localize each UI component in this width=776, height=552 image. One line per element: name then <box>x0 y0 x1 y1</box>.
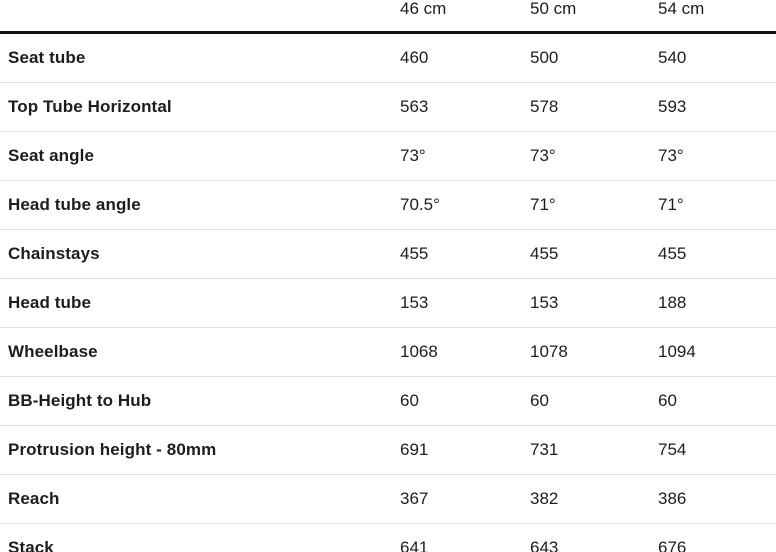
header-size-46cm: 46 cm <box>400 0 530 33</box>
row-value: 153 <box>530 279 658 328</box>
row-value: 73° <box>530 132 658 181</box>
table-row <box>0 230 776 279</box>
table-row <box>0 83 776 132</box>
row-label: Seat angle <box>0 132 400 181</box>
row-label: Head tube angle <box>0 181 400 230</box>
table-row <box>0 328 776 377</box>
row-label: Protrusion height - 80mm <box>0 426 400 475</box>
row-value: 60 <box>400 377 530 426</box>
row-value: 676 <box>658 524 776 552</box>
row-value: 643 <box>530 524 658 552</box>
table-row <box>0 181 776 230</box>
table-row <box>0 524 776 552</box>
row-label: Wheelbase <box>0 328 400 377</box>
row-value: 563 <box>400 83 530 132</box>
row-value: 460 <box>400 33 530 83</box>
row-label: Top Tube Horizontal <box>0 83 400 132</box>
row-label: Stack <box>0 524 400 552</box>
table-row <box>0 279 776 328</box>
row-value: 153 <box>400 279 530 328</box>
table-row <box>0 426 776 475</box>
row-label: Reach <box>0 475 400 524</box>
header-size-50cm: 50 cm <box>530 0 658 33</box>
row-value: 691 <box>400 426 530 475</box>
row-value: 367 <box>400 475 530 524</box>
row-value: 71° <box>530 181 658 230</box>
table-row <box>0 475 776 524</box>
row-value: 1068 <box>400 328 530 377</box>
row-label: BB-Height to Hub <box>0 377 400 426</box>
row-value: 60 <box>658 377 776 426</box>
row-value: 73° <box>658 132 776 181</box>
row-value: 641 <box>400 524 530 552</box>
row-value: 754 <box>658 426 776 475</box>
table-row <box>0 132 776 181</box>
row-value: 500 <box>530 33 658 83</box>
row-value: 455 <box>530 230 658 279</box>
row-value: 455 <box>658 230 776 279</box>
table-row <box>0 377 776 426</box>
row-value: 70.5° <box>400 181 530 230</box>
size-header-row <box>0 0 776 33</box>
row-value: 386 <box>658 475 776 524</box>
row-value: 1078 <box>530 328 658 377</box>
row-value: 188 <box>658 279 776 328</box>
row-value: 593 <box>658 83 776 132</box>
row-value: 382 <box>530 475 658 524</box>
row-label: Seat tube <box>0 33 400 83</box>
header-size-54cm: 54 cm <box>658 0 776 33</box>
row-value: 578 <box>530 83 658 132</box>
table-row <box>0 33 776 83</box>
row-value: 73° <box>400 132 530 181</box>
row-value: 60 <box>530 377 658 426</box>
row-value: 455 <box>400 230 530 279</box>
row-value: 731 <box>530 426 658 475</box>
row-value: 71° <box>658 181 776 230</box>
row-value: 1094 <box>658 328 776 377</box>
row-label: Head tube <box>0 279 400 328</box>
row-value: 540 <box>658 33 776 83</box>
header-empty-cell <box>0 0 400 33</box>
row-label: Chainstays <box>0 230 400 279</box>
